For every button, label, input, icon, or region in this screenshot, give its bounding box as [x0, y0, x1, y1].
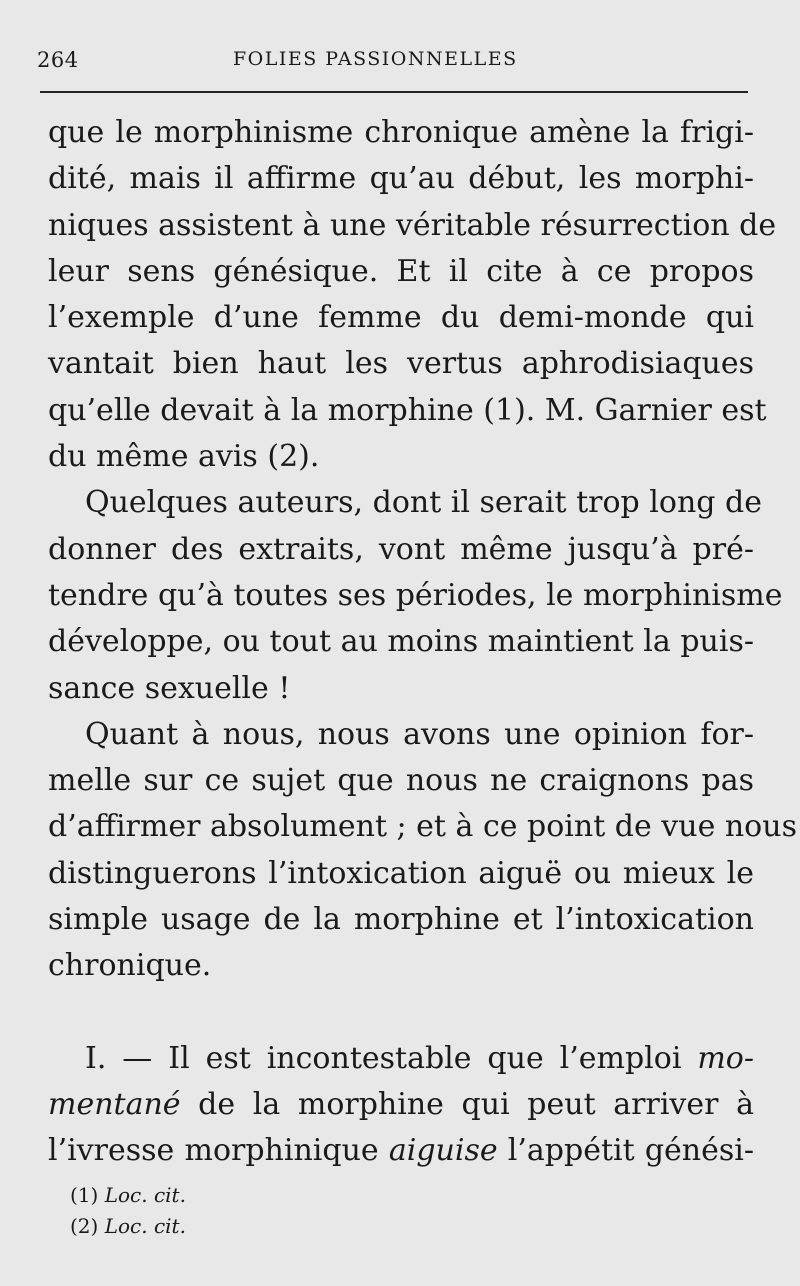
- text-line: chronique.: [48, 948, 212, 984]
- text-line: donner des extraits, vont même jusqu’à pré-: [48, 531, 754, 567]
- italic-text: mentané: [48, 1086, 181, 1122]
- text-line: [48, 1036, 754, 1082]
- text-line: leur sens génésique. Et il cite à ce propos: [48, 253, 754, 289]
- text-line: simple usage de la morphine et l’intoxication: [48, 902, 754, 938]
- header-rule: [40, 91, 748, 93]
- text-line: dité, mais il affirme qu’au début, les morphi-: [48, 161, 754, 197]
- body-text: [48, 110, 797, 1175]
- text-line: Quant à nous, nous avons une opinion for-: [85, 716, 754, 752]
- text-run: l’ivresse morphinique: [48, 1133, 389, 1169]
- text-run: de la morphine qui peut arriver à: [180, 1086, 754, 1122]
- text-line: d’affirmer absolument ; et à ce point de vue nous: [48, 809, 797, 845]
- text-line: l’exemple d’une femme du demi-monde qui: [48, 300, 754, 336]
- text-line: du même avis (2).: [48, 439, 320, 475]
- text-line: tendre qu’à toutes ses périodes, le morphinisme: [48, 577, 783, 613]
- page-header: [37, 44, 749, 74]
- section-gap: [48, 990, 754, 1036]
- running-title: FOLIES PASSIONNELLES: [233, 48, 518, 70]
- italic-text: mo-: [697, 1040, 754, 1076]
- footnote: [70, 1180, 570, 1211]
- text-line: melle sur ce sujet que nous ne craignons pas: [48, 763, 754, 799]
- footnote-number: (1): [70, 1183, 99, 1207]
- footnote: [70, 1211, 570, 1242]
- text-line: sance sexuelle !: [48, 670, 291, 706]
- italic-text: aiguise: [388, 1133, 498, 1169]
- text-run: I. — Il est incontestable que l’emploi: [85, 1040, 698, 1076]
- text-line: vantait bien haut les vertus aphrodisiaques: [48, 346, 754, 382]
- text-line: niques assistent à une véritable résurrection de: [48, 207, 777, 243]
- text-line: [48, 1128, 754, 1174]
- text-line: développe, ou tout au moins maintient la puis-: [48, 624, 754, 660]
- text-line: distinguerons l’intoxication aiguë ou mieux le: [48, 855, 754, 891]
- text-run: l’appétit génési-: [497, 1133, 754, 1169]
- text-line: qu’elle devait à la morphine (1). M. Garnier est: [48, 392, 767, 428]
- text-line: Quelques auteurs, dont il serait trop long de: [85, 485, 762, 521]
- footnote-text: Loc. cit.: [104, 1214, 186, 1238]
- page-number: 264: [37, 48, 79, 72]
- footnotes: [70, 1180, 570, 1242]
- text-line: que le morphinisme chronique amène la frigi-: [48, 115, 754, 150]
- footnote-text: Loc. cit.: [104, 1183, 186, 1207]
- text-line: [48, 1082, 754, 1128]
- footnote-number: (2): [70, 1214, 99, 1238]
